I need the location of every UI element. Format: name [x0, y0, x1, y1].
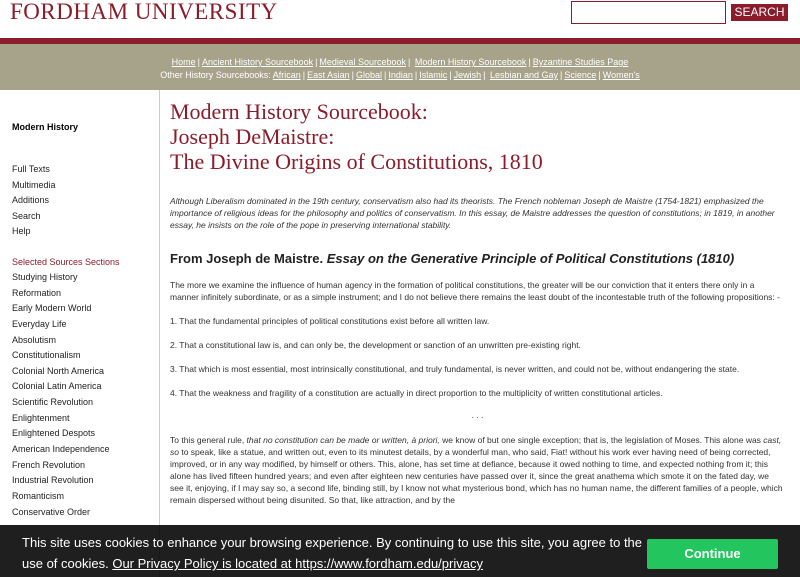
- para-text: to speak, like a statue, and written out, even to its minutest details, by a wonderful man, who said, Fiat! without his work ever having need of being corrected, improved, or in any way modified, by himself or others. This, alone, has set time at defiance, because it owed nothing to time, and expected nothing from it; this alone has lived fifteen hundred years; and even after eighteen new centuries have passed over it, since the great anathema which smote it on the fated day, we see it, enjoying, if I may say so, a second life, binding still, by I know not what mysterious bond, which has no human name, the different families of a people, which remain dispersed without being disunited. So that, like attraction, and by the: [170, 447, 783, 505]
- section-link[interactable]: Colonial North America: [12, 365, 105, 376]
- proposition: 1. That the fundamental principles of political constitutions exist before all written law.: [170, 316, 490, 326]
- section-link[interactable]: American Independence: [12, 444, 110, 455]
- search-button[interactable]: SEARCH: [731, 4, 788, 21]
- section-link[interactable]: Enlightenment: [12, 412, 70, 423]
- section-link[interactable]: Romanticism: [12, 490, 65, 501]
- nav-link-medieval[interactable]: Medieval Sourcebook: [319, 57, 406, 67]
- section-link[interactable]: Industrial Revolution: [12, 475, 94, 486]
- proposition: 3. That which is most essential, most intrinsically constitutional, and truly fundamental, is never written, and could not be, without endangering the state.: [170, 364, 740, 374]
- fordham-logo[interactable]: FORDHAM UNIVERSITY: [10, 0, 278, 24]
- nav-link-global[interactable]: Global: [355, 70, 382, 80]
- sidebar-menu: [12, 163, 56, 241]
- title-line: Joseph DeMaistre:: [170, 124, 335, 149]
- source-heading-author: From Joseph de Maistre.: [170, 251, 327, 266]
- section-link[interactable]: Scientific Revolution: [12, 397, 94, 408]
- source-heading-work: Essay on the Generative Principle of Political Constitutions (1810): [326, 251, 735, 266]
- sidebar-item-full-texts[interactable]: Full Texts: [12, 164, 50, 174]
- para-text: To this general rule,: [170, 435, 247, 445]
- para-text: we know of but one single exception; that is, the legislation of Moses. This alone was: [439, 435, 764, 445]
- sidebar-item-help[interactable]: Help: [12, 226, 31, 236]
- ellipsis: . . .: [471, 410, 484, 420]
- cookie-banner: [0, 525, 800, 577]
- nav-link-ancient[interactable]: Ancient History Sourcebook: [202, 57, 314, 67]
- nav-other-label: Other History Sourcebooks:: [160, 70, 271, 80]
- nav-row-other: Other History Sourcebooks: African | East Asian | Global | Indian | Islamic | Jewish | Lesbian and Gay | Science | Women's: [160, 70, 640, 80]
- site-header: [0, 0, 800, 38]
- sidebar-sections: [12, 257, 120, 521]
- nav-link-science[interactable]: Science: [564, 70, 597, 80]
- page-title: [170, 99, 785, 174]
- sections-heading: Selected Sources Sections: [12, 257, 120, 267]
- nav-link-african[interactable]: African: [272, 70, 301, 80]
- source-heading: [170, 251, 785, 266]
- section-link[interactable]: Reformation: [12, 287, 62, 298]
- nav-link-lesbian-gay[interactable]: Lesbian and Gay: [489, 70, 559, 80]
- paragraph: The more we examine the influence of human agency in the formation of political constitutions, the greater will be our conviction that it enters there only in a manner infinitely subordinate, or as a simple instrument; and I do not believe there remains the least doubt of the incontestable truth of the following propositions: -: [170, 280, 780, 302]
- title-line: Modern History Sourcebook:: [170, 99, 428, 124]
- nav-link-home[interactable]: Home: [171, 57, 196, 67]
- search-input[interactable]: [571, 1, 726, 24]
- sidebar: [0, 90, 160, 577]
- section-link[interactable]: Enlightened Despots: [12, 428, 96, 439]
- section-link[interactable]: Absolutism: [12, 334, 57, 345]
- para-italic: cast, so: [170, 435, 782, 457]
- sidebar-item-multimedia[interactable]: Multimedia: [12, 179, 56, 190]
- cookie-text: This site uses cookies to enhance your browsing experience. By continuing to use this site, you agree to the use of cookies.: [22, 535, 643, 571]
- paragraph: [170, 434, 785, 506]
- intro-text: Although Liberalism dominated in the 19th century, conservatism also had its theorists. The French nobleman Joseph de Maistre (1754-1821) emphasized the importance of religious ideas for the philosophy and politics of conservatism. In this essay, de Maistre addresses the question of constitutions; in 1819, in another essay, he insists on the role of the pope in preserving international stability.: [170, 196, 775, 230]
- nav-link-jewish[interactable]: Jewish: [453, 70, 482, 80]
- nav-row-main: Home | Ancient History Sourcebook | Medieval Sourcebook | Modern History Sourcebook | Byzantine Studies Page: [171, 57, 629, 67]
- continue-button[interactable]: Continue: [647, 539, 778, 569]
- main-content: [170, 99, 785, 506]
- proposition: 4. That the weakness and fragility of a constitution are actually in direct proportion to the multiplicity of written constitutional articles.: [170, 388, 663, 398]
- nav-link-byzantine[interactable]: Byzantine Studies Page: [532, 57, 629, 67]
- nav-link-east-asian[interactable]: East Asian: [307, 70, 350, 80]
- nav-link-modern[interactable]: Modern History Sourcebook: [414, 57, 527, 67]
- section-link[interactable]: Constitutionalism: [12, 350, 81, 361]
- sidebar-item-search[interactable]: Search: [12, 210, 41, 221]
- section-link[interactable]: Studying History: [12, 272, 78, 282]
- section-link[interactable]: Colonial Latin America: [12, 381, 102, 392]
- proposition: 2. That a constitutional law is, and can only be, the development or sanction of an unwritten pre-existing right.: [170, 340, 581, 350]
- sourcebook-nav: [0, 44, 800, 90]
- para-italic: that no constitution can be made or written, à priori,: [246, 435, 440, 445]
- nav-link-indian[interactable]: Indian: [388, 70, 413, 80]
- title-line: The Divine Origins of Constitutions, 1810: [170, 149, 543, 174]
- nav-link-womens[interactable]: Women's: [602, 70, 640, 80]
- cookie-message: [22, 532, 652, 574]
- privacy-policy-link[interactable]: Our Privacy Policy is located at https://www.fordham.edu/privacy: [112, 556, 483, 571]
- section-link[interactable]: French Revolution: [12, 459, 86, 470]
- sidebar-heading[interactable]: Modern History: [12, 122, 79, 132]
- section-link[interactable]: Conservative Order: [12, 506, 91, 517]
- section-link[interactable]: Everyday Life: [12, 318, 67, 329]
- nav-link-islamic[interactable]: Islamic: [419, 70, 448, 80]
- section-link[interactable]: Early Modern World: [12, 303, 92, 314]
- sidebar-item-additions[interactable]: Additions: [12, 195, 50, 205]
